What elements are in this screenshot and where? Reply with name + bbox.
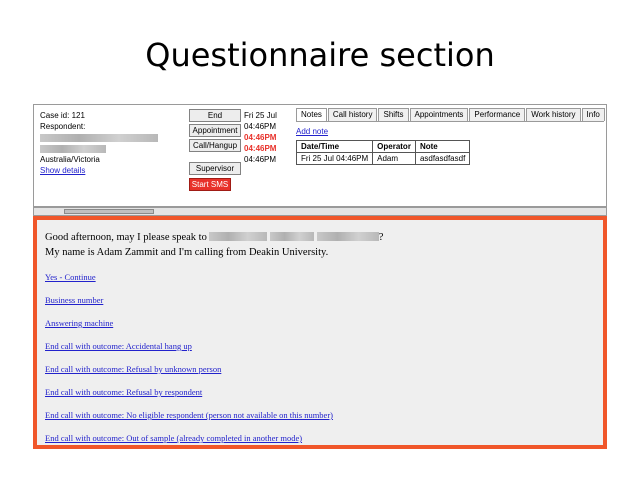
option-refusal-unknown-person[interactable]: End call with outcome: Refusal by unknown person bbox=[45, 364, 222, 374]
table-header-row bbox=[297, 141, 470, 153]
redaction-bar bbox=[40, 134, 158, 142]
tab-work-history[interactable]: Work history bbox=[526, 108, 580, 121]
column-header-datetime: Date/Time bbox=[297, 141, 373, 153]
case-info-block bbox=[40, 110, 180, 176]
add-note-link[interactable]: Add note bbox=[296, 127, 329, 136]
page-title: Questionnaire section bbox=[145, 36, 495, 74]
action-button-column bbox=[189, 109, 243, 191]
notes-panel bbox=[296, 108, 604, 205]
case-location: Australia/Victoria bbox=[40, 155, 100, 164]
application-screenshot bbox=[33, 104, 607, 449]
tab-info[interactable]: Info bbox=[582, 108, 605, 121]
table-row bbox=[297, 153, 470, 165]
questionnaire-greeting bbox=[45, 230, 595, 260]
tab-performance[interactable]: Performance bbox=[469, 108, 525, 121]
call-hangup-button[interactable]: Call/Hangup bbox=[189, 139, 241, 152]
tab-call-history[interactable]: Call history bbox=[328, 108, 378, 121]
show-details-label: Show details bbox=[40, 166, 86, 175]
time-column bbox=[244, 110, 292, 165]
questionnaire-panel bbox=[33, 216, 607, 449]
respondent-label: Respondent: bbox=[40, 122, 86, 131]
current-date: Fri 25 Jul bbox=[244, 111, 277, 120]
redaction-bar bbox=[40, 145, 106, 153]
appointment-button[interactable]: Appointment bbox=[189, 124, 241, 137]
option-yes-continue[interactable]: Yes - Continue bbox=[45, 272, 96, 282]
horizontal-scrollbar[interactable] bbox=[33, 207, 607, 216]
option-no-eligible-respondent[interactable]: End call with outcome: No eligible respondent (person not available on this number) bbox=[45, 410, 333, 420]
option-out-of-sample[interactable]: End call with outcome: Out of sample (already completed in another mode) bbox=[45, 433, 303, 443]
tab-shifts[interactable]: Shifts bbox=[378, 108, 408, 121]
tab-strip bbox=[296, 108, 604, 122]
column-header-operator: Operator bbox=[373, 141, 416, 153]
redacted-respondent-name bbox=[40, 132, 180, 143]
column-header-note: Note bbox=[415, 141, 469, 153]
scrollbar-thumb[interactable] bbox=[64, 209, 154, 214]
redaction-bar bbox=[317, 232, 379, 241]
option-business-number[interactable]: Business number bbox=[45, 295, 104, 305]
option-answering-machine[interactable]: Answering machine bbox=[45, 318, 114, 328]
greeting-suffix: ? bbox=[378, 232, 384, 243]
cell-datetime: Fri 25 Jul 04:46PM bbox=[297, 153, 373, 165]
show-details-link[interactable] bbox=[40, 165, 180, 176]
alert-time-1: 04:46PM bbox=[244, 133, 277, 142]
option-refusal-by-respondent[interactable]: End call with outcome: Refusal by respondent bbox=[45, 387, 203, 397]
case-id-label: Case id: 121 bbox=[40, 111, 85, 120]
supervisor-button[interactable]: Supervisor bbox=[189, 162, 241, 175]
redaction-bar bbox=[270, 232, 314, 241]
notes-table bbox=[296, 140, 470, 165]
secondary-time: 04:46PM bbox=[244, 155, 277, 164]
redaction-bar bbox=[209, 232, 267, 241]
questionnaire-options bbox=[45, 272, 595, 443]
greeting-prefix: Good afternoon, may I please speak to bbox=[45, 232, 207, 243]
tab-notes[interactable]: Notes bbox=[296, 108, 327, 121]
redacted-phone-1 bbox=[40, 143, 180, 154]
option-accidental-hangup[interactable]: End call with outcome: Accidental hang up bbox=[45, 341, 192, 351]
cell-note: asdfasdfasdf bbox=[415, 153, 469, 165]
cell-operator: Adam bbox=[373, 153, 416, 165]
top-panel bbox=[33, 104, 607, 207]
end-button[interactable]: End bbox=[189, 109, 241, 122]
intro-line: My name is Adam Zammit and I'm calling from Deakin University. bbox=[45, 247, 329, 258]
tab-appointments[interactable]: Appointments bbox=[410, 108, 469, 121]
start-sms-button[interactable]: Start SMS bbox=[189, 178, 231, 191]
current-time: 04:46PM bbox=[244, 122, 277, 131]
alert-time-2: 04:46PM bbox=[244, 144, 277, 153]
